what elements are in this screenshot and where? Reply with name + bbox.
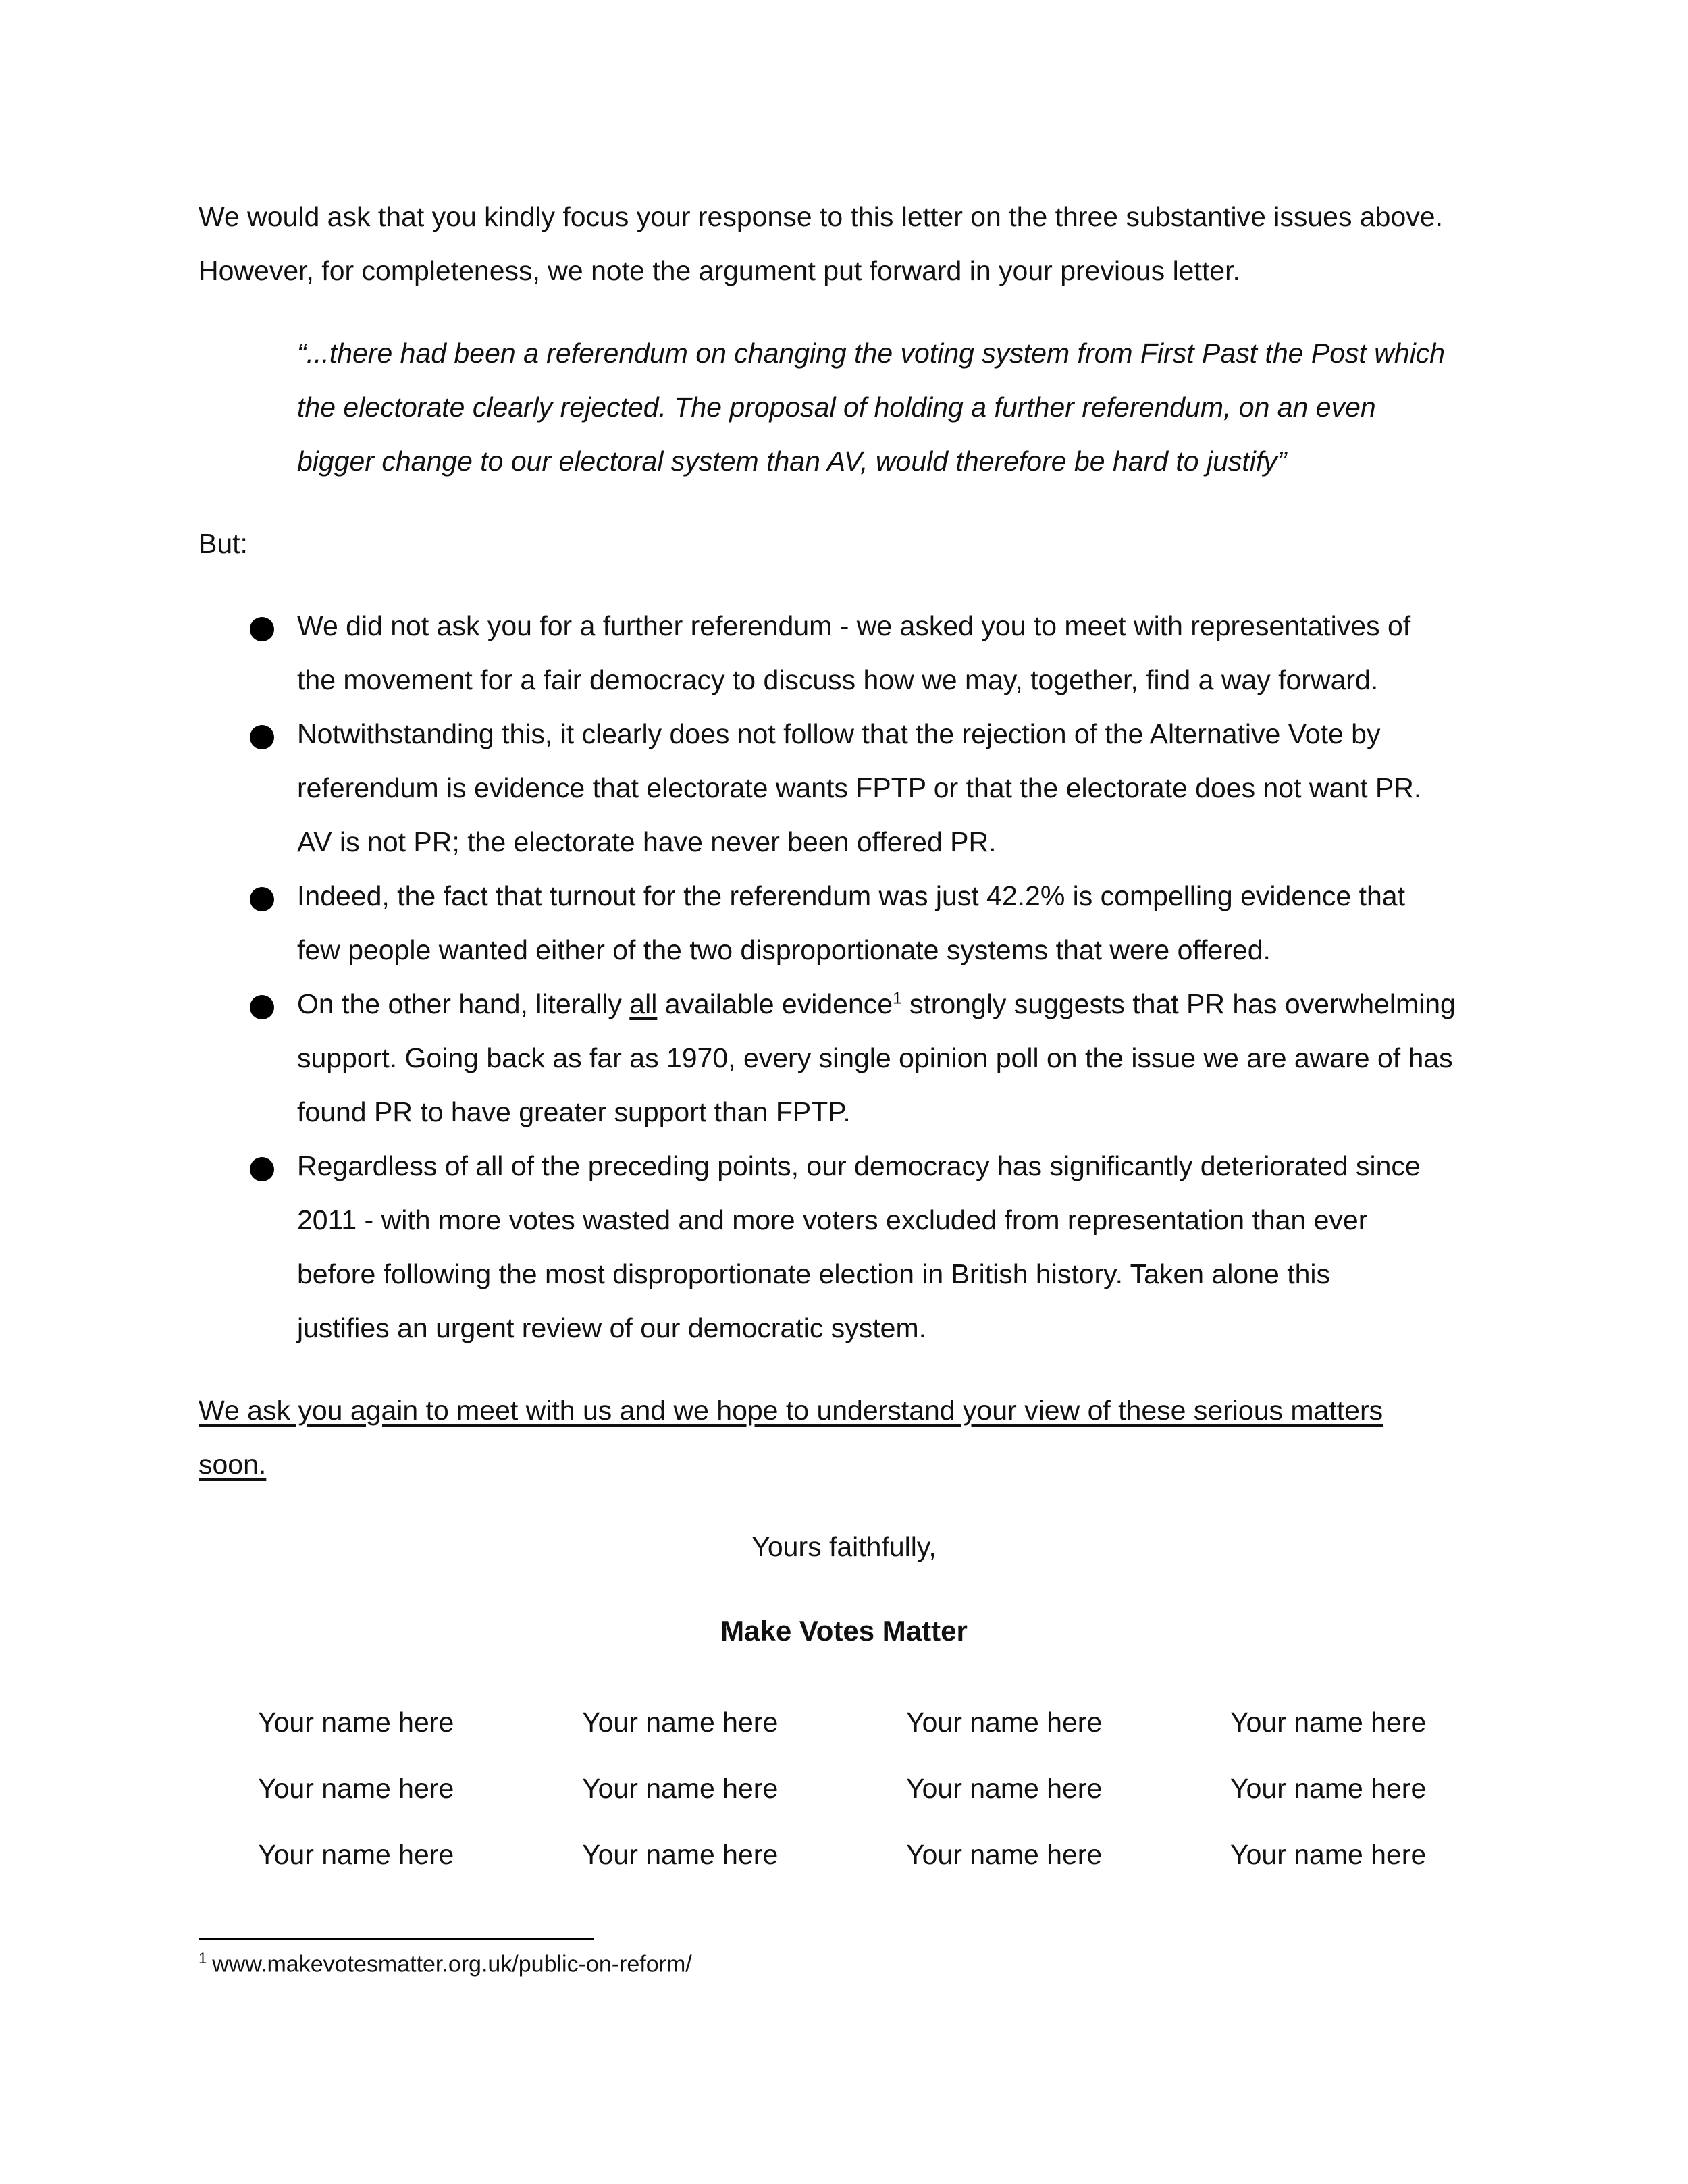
bullet-marker xyxy=(250,995,274,1019)
bullet-4-line-2: support. Going back as far as 1970, every single opinion poll on the issue we are aware of has xyxy=(297,1042,1453,1073)
intro-line-1: We would ask that you kindly focus your response to this letter on the three substantive issues above. xyxy=(199,201,1443,232)
quote-line-3: bigger change to our electoral system than AV, would therefore be hard to justify” xyxy=(297,446,1287,477)
signature-name: Your name here xyxy=(582,1839,779,1870)
bullet-marker xyxy=(250,725,274,749)
bullet-3-line-2: few people wanted either of the two disproportionate systems that were offered. xyxy=(297,934,1271,965)
signature-name: Your name here xyxy=(258,1707,454,1738)
bullet-2-line-2: referendum is evidence that electorate wants FPTP or that the electorate does not want PR. xyxy=(297,772,1422,803)
bullet-marker xyxy=(250,887,274,911)
signature-name: Your name here xyxy=(906,1839,1103,1870)
signature-name: Your name here xyxy=(582,1707,779,1738)
quote-line-1: “...there had been a referendum on changing the voting system from First Past the Post which xyxy=(297,338,1446,369)
bullet-5-line-2: 2011 - with more votes wasted and more voters excluded from representation than ever xyxy=(297,1204,1368,1235)
bullet-2-line-1: Notwithstanding this, it clearly does not follow that the rejection of the Alternative Vote by xyxy=(297,718,1381,749)
bullet-4-line-1 xyxy=(297,988,1456,1020)
signature-name: Your name here xyxy=(258,1773,454,1804)
closing-salutation: Yours faithfully, xyxy=(751,1531,937,1562)
bullet-1-line-2: the movement for a fair democracy to discuss how we may, together, find a way forward. xyxy=(297,664,1379,695)
quote-line-2: the electorate clearly rejected. The proposal of holding a further referendum, on an even xyxy=(297,392,1376,423)
signature-name: Your name here xyxy=(258,1839,454,1870)
bullet-5-line-3: before following the most disproportionate election in British history. Taken alone this xyxy=(297,1258,1330,1289)
signature-name: Your name here xyxy=(906,1707,1103,1738)
signature-name: Your name here xyxy=(582,1773,779,1804)
signature-name: Your name here xyxy=(1230,1707,1427,1738)
footnote-mark: 1 xyxy=(199,1950,207,1967)
footnote-link[interactable]: www.makevotesmatter.org.uk/public-on-reform/ xyxy=(212,1951,692,1977)
bullet-4-text-post: strongly suggests that PR has overwhelming xyxy=(901,988,1456,1019)
bullet-2-line-3: AV is not PR; the electorate have never been offered PR. xyxy=(297,826,997,857)
bullet-4-text-pre: On the other hand, literally xyxy=(297,988,630,1019)
request-line-1: We ask you again to meet with us and we hope to understand your view of these serious matters xyxy=(199,1395,1383,1426)
footnote xyxy=(199,1950,692,1977)
signature-name: Your name here xyxy=(1230,1839,1427,1870)
footnote-reference[interactable]: 1 xyxy=(893,989,902,1008)
bullet-4-text-mid: available evidence xyxy=(657,988,893,1019)
emphasis-all: all xyxy=(629,988,658,1019)
request-line-2: soon. xyxy=(199,1449,267,1480)
bullet-5-line-4: justifies an urgent review of our democratic system. xyxy=(297,1312,926,1343)
organisation-name: Make Votes Matter xyxy=(720,1615,968,1647)
signature-name: Your name here xyxy=(906,1773,1103,1804)
bullet-3-line-1: Indeed, the fact that turnout for the referendum was just 42.2% is compelling evidence that xyxy=(297,880,1405,911)
bullet-4-line-3: found PR to have greater support than FPTP. xyxy=(297,1096,851,1127)
intro-line-2: However, for completeness, we note the argument put forward in your previous letter. xyxy=(199,255,1240,286)
bullet-1-line-1: We did not ask you for a further referendum - we asked you to meet with representatives of xyxy=(297,610,1411,641)
bullet-marker xyxy=(250,617,274,641)
signature-name: Your name here xyxy=(1230,1773,1427,1804)
but-label: But: xyxy=(199,528,248,559)
bullet-5-line-1: Regardless of all of the preceding points, our democracy has significantly deteriorated since xyxy=(297,1150,1421,1181)
bullet-marker xyxy=(250,1157,274,1181)
footnote-divider xyxy=(199,1938,594,1940)
